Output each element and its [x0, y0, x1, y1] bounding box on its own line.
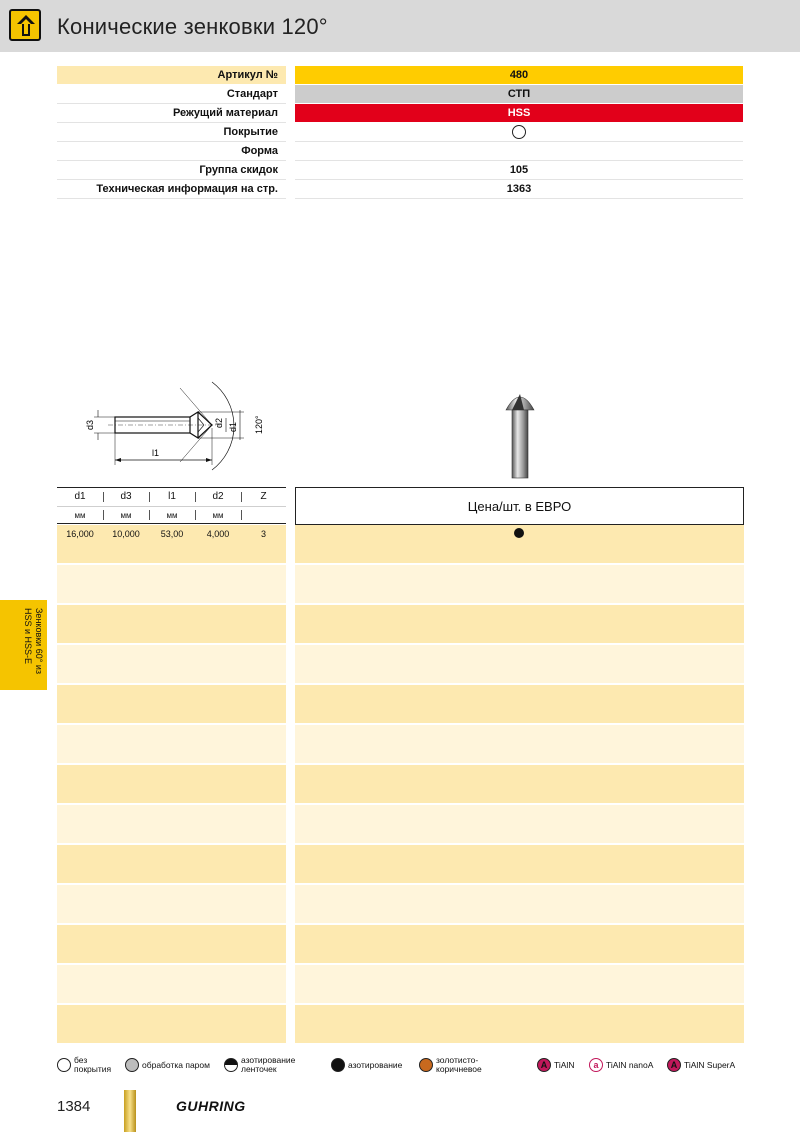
column-header: d2	[212, 491, 224, 502]
spec-row-discount-group	[57, 161, 743, 180]
column-header: d1	[74, 491, 86, 502]
product-photo	[500, 388, 540, 480]
dim-label-d1: d1	[228, 421, 238, 432]
legend-label: TiAlN nanoA	[606, 1060, 654, 1070]
table-row-left	[57, 725, 286, 763]
legend-label: TiAlN SuperA	[684, 1060, 736, 1070]
dim-label-d2: d2	[214, 417, 224, 428]
cell-d3: 10,000	[112, 529, 140, 539]
spec-label: Режущий материал	[172, 107, 278, 119]
column-header: l1	[168, 491, 176, 502]
spec-value: 480	[295, 66, 743, 84]
spec-value: СТП	[295, 85, 743, 103]
spec-row-material	[57, 104, 743, 123]
spec-row-coating	[57, 123, 743, 142]
tialn-nanoa-icon: a	[589, 1058, 603, 1072]
technical-drawing	[80, 370, 280, 478]
dim-label-angle: 120°	[254, 415, 264, 434]
table-row-left	[57, 885, 286, 923]
price-header-box	[295, 487, 744, 525]
table-row-left	[57, 605, 286, 643]
steam-treated-icon	[125, 1058, 139, 1072]
table-row-left	[57, 645, 286, 683]
table-row-right	[295, 725, 744, 763]
land-nitrided-icon	[224, 1058, 238, 1072]
spec-row-article	[57, 66, 743, 85]
brand-logo: GUHRING	[176, 1098, 246, 1114]
table-row-right	[295, 645, 744, 683]
no-coating-icon	[57, 1058, 71, 1072]
spec-label: Форма	[241, 145, 278, 157]
table-row-right	[295, 1005, 744, 1043]
guhring-logo-icon	[9, 9, 41, 41]
table-row-left	[57, 765, 286, 803]
spec-value	[295, 123, 743, 141]
side-tab-label: Зенковки 60° из HSS и HSS-E	[23, 608, 44, 674]
spec-label: Группа скидок	[199, 164, 278, 176]
tialn-supera-icon: A	[667, 1058, 681, 1072]
table-row-right	[295, 565, 744, 603]
legend-label: TiAlN	[554, 1060, 575, 1070]
spec-label: Техническая информация на стр.	[96, 183, 278, 195]
table-row-right	[295, 685, 744, 723]
spec-label: Артикул №	[57, 66, 286, 84]
cell-d1: 16,000	[66, 529, 94, 539]
table-row-right	[295, 925, 744, 963]
column-unit: мм	[74, 511, 86, 520]
spec-value	[295, 142, 743, 160]
table-row-left	[57, 805, 286, 843]
table-row-right	[295, 845, 744, 883]
legend-label: азотирование	[348, 1060, 403, 1070]
table-row-left	[57, 565, 286, 603]
table-row-right	[295, 965, 744, 1003]
table-row-right	[295, 885, 744, 923]
column-header: d3	[120, 491, 132, 502]
column-unit: мм	[212, 511, 224, 520]
header-band	[0, 0, 800, 52]
table-header	[57, 487, 286, 524]
spec-label: Стандарт	[226, 88, 278, 100]
price-header: Цена/шт. в ЕВРО	[467, 499, 572, 514]
column-unit: мм	[166, 511, 178, 520]
column-header: Z	[260, 491, 267, 502]
page-title: Конические зенковки 120°	[57, 14, 328, 39]
table-row-right	[295, 805, 744, 843]
nitrided-icon	[331, 1058, 345, 1072]
page-number: 1384	[57, 1098, 91, 1115]
dim-label-d3: d3	[85, 419, 95, 430]
table-row-left	[57, 925, 286, 963]
empty-circle-icon	[512, 125, 526, 139]
column-unit: мм	[120, 511, 132, 520]
spec-row-form	[57, 142, 743, 161]
table-row-right	[295, 765, 744, 803]
legend-label: азотирование ленточек	[241, 1055, 296, 1074]
table-row-right	[295, 605, 744, 643]
availability-dot-icon	[514, 528, 524, 538]
legend-label: обработка паром	[142, 1060, 210, 1070]
tialn-icon: A	[537, 1058, 551, 1072]
gold-brown-icon	[419, 1058, 433, 1072]
table-row-left	[57, 1005, 286, 1043]
section-side-tab[interactable]	[0, 600, 47, 690]
cell-l1: 53,00	[160, 529, 184, 539]
spec-value: HSS	[295, 104, 743, 122]
cell-z: 3	[260, 529, 266, 539]
spec-value: 1363	[506, 183, 532, 195]
table-row-left	[57, 965, 286, 1003]
footer-gold-bar	[124, 1090, 136, 1132]
table-row-left	[57, 685, 286, 723]
spec-row-standard	[57, 85, 743, 104]
legend-label: золотисто-коричневое	[436, 1055, 482, 1074]
legend-label: без покрытия	[74, 1055, 112, 1074]
spec-value: 105	[509, 164, 529, 176]
dim-label-l1: l1	[152, 448, 160, 458]
spec-label: Покрытие	[223, 126, 278, 138]
table-row-left	[57, 845, 286, 883]
coating-legend	[57, 1054, 743, 1078]
spec-row-tech-info	[57, 180, 743, 199]
cell-d2: 4,000	[206, 529, 230, 539]
